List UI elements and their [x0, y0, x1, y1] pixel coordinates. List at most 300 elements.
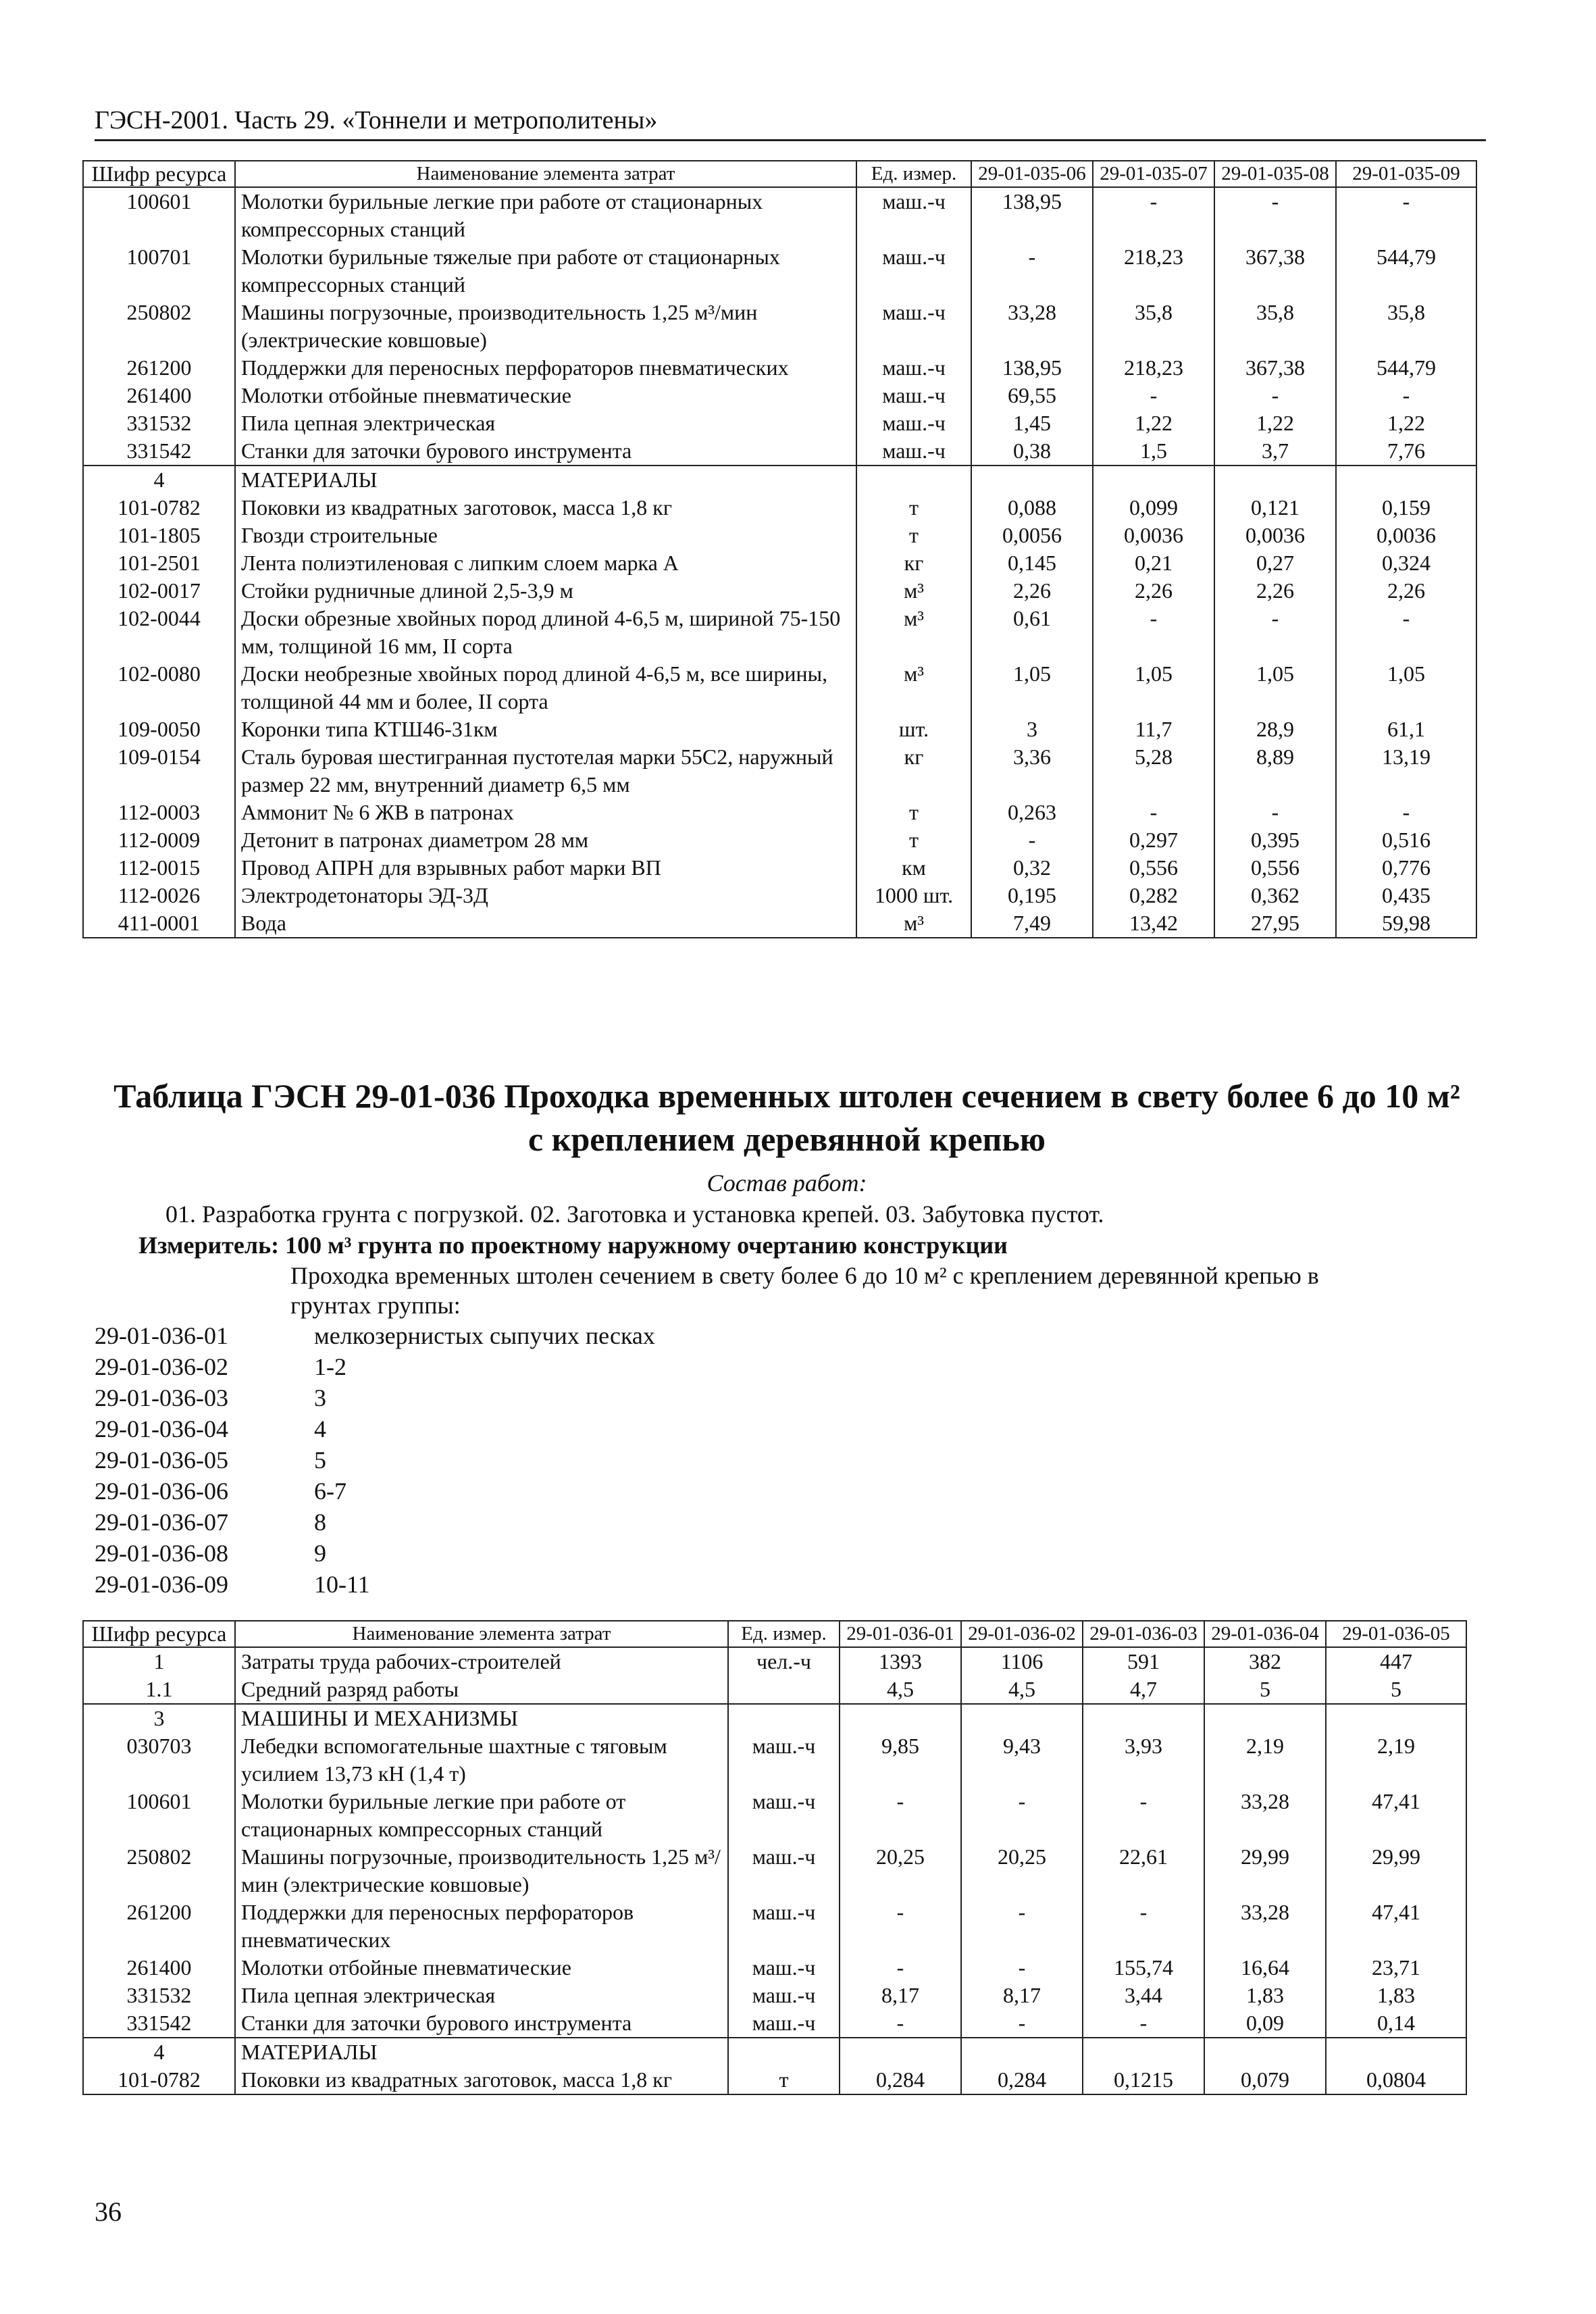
cell-unit: маш.-ч [728, 1982, 840, 2009]
cell-value: - [961, 1898, 1083, 1954]
cell-code: 100701 [83, 243, 235, 299]
cell-value: 0,556 [1093, 854, 1214, 882]
cell-value: 0,284 [961, 2066, 1083, 2094]
cell-value: - [840, 1898, 961, 1954]
section-row [83, 1704, 1466, 1732]
cell-value: 0,362 [1214, 882, 1336, 909]
cell-name: МАШИНЫ И МЕХАНИЗМЫ [235, 1704, 728, 1732]
cell-name: Молотки бурильные тяжелые при работе от стационарных компрессорных станций [235, 243, 856, 299]
table-title-line: Таблица ГЭСН 29-01-036 Проходка временных штолен сечением в свету более 6 до 10 м² [113, 1077, 1460, 1115]
norm-code: 29-01-036-09 [95, 1571, 228, 1598]
cell-unit: маш.-ч [856, 437, 971, 466]
cell-value: 1,22 [1336, 409, 1476, 437]
table-row [83, 826, 1476, 854]
cell-value: 138,95 [971, 354, 1093, 382]
cell-unit: кг [856, 743, 971, 799]
cell-value: 3,93 [1083, 1732, 1204, 1788]
cell-value: 138,95 [971, 187, 1093, 243]
cell-code: 250802 [83, 299, 235, 354]
cell-value: - [1214, 605, 1336, 660]
cell-value: 7,49 [971, 909, 1093, 938]
cell-value: 1,05 [971, 660, 1093, 715]
cell-unit [856, 466, 971, 494]
cell-value: 2,19 [1326, 1732, 1466, 1788]
norm-code-item [95, 1413, 655, 1444]
cell-value: 8,89 [1214, 743, 1336, 799]
cell-value: - [1093, 382, 1214, 409]
column-header-norm: 29-01-035-09 [1336, 161, 1476, 187]
cell-value [971, 466, 1093, 494]
cell-value: 8,17 [961, 1982, 1083, 2009]
cell-value: 1,83 [1204, 1982, 1326, 2009]
cell-value [1093, 466, 1214, 494]
cell-value: 1,05 [1093, 660, 1214, 715]
composition-label: Состав работ: [706, 1169, 867, 1197]
norm-code-label: 5 [314, 1447, 326, 1474]
intro-text: Проходка временных штолен сечением в свету более 6 до 10 м² с креплением деревянной крепью в грунтах группы: [290, 1262, 1319, 1319]
cell-name: Стойки рудничные длиной 2,5-3,9 м [235, 577, 856, 605]
cell-value: 0,27 [1214, 549, 1336, 577]
cell-value: 9,43 [961, 1732, 1083, 1788]
cell-value: - [961, 1954, 1083, 1982]
table-row [83, 854, 1476, 882]
cell-value: 33,28 [1204, 1788, 1326, 1843]
cell-value: 1,22 [1093, 409, 1214, 437]
cell-value: 1,45 [971, 409, 1093, 437]
table-row [83, 522, 1476, 549]
cell-value: 0,556 [1214, 854, 1336, 882]
cell-value: 35,8 [1336, 299, 1476, 354]
cell-name: Поддержки для переносных перфораторов пневматических [235, 1898, 728, 1954]
norm-code-item [95, 1444, 655, 1476]
cell-code: 331532 [83, 1982, 235, 2009]
cell-name: Молотки бурильные легкие при работе от стационарных компрессорных станций [235, 1788, 728, 1843]
cell-value: 0,435 [1336, 882, 1476, 909]
cell-value: 28,9 [1214, 715, 1336, 743]
cell-name: Станки для заточки бурового инструмента [235, 2009, 728, 2038]
column-header-name: Наименование элемента затрат [235, 161, 856, 187]
cell-unit: т [728, 2066, 840, 2094]
cell-value: 20,25 [840, 1843, 961, 1898]
cell-value [961, 2038, 1083, 2066]
cell-value: 7,76 [1336, 437, 1476, 466]
cell-name: Пила цепная электрическая [235, 1982, 728, 2009]
cell-value: 1393 [840, 1647, 961, 1676]
cell-name: Машины погрузочные, производительность 1,25 м³/мин (электрические ковшовые) [235, 1843, 728, 1898]
cell-value: 0,121 [1214, 494, 1336, 522]
cell-code: 331542 [83, 437, 235, 466]
cell-value: 0,395 [1214, 826, 1336, 854]
table-row [83, 2066, 1466, 2094]
cell-value: 0,516 [1336, 826, 1476, 854]
cell-value: 4,7 [1083, 1676, 1204, 1704]
cell-value: 0,099 [1093, 494, 1214, 522]
cell-value: 3,7 [1214, 437, 1336, 466]
cell-code: 261400 [83, 1954, 235, 1982]
cell-value: - [1214, 799, 1336, 826]
cell-value: 22,61 [1083, 1843, 1204, 1898]
cell-value: 0,0804 [1326, 2066, 1466, 2094]
cell-unit: маш.-ч [856, 187, 971, 243]
norm-code-item [95, 1476, 655, 1507]
cell-unit: м³ [856, 660, 971, 715]
cell-code: 102-0044 [83, 605, 235, 660]
table-row [83, 1843, 1466, 1898]
cell-value: 27,95 [1214, 909, 1336, 938]
table-row [83, 1982, 1466, 2009]
running-header: ГЭСН-2001. Часть 29. «Тоннели и метрополитены» [95, 105, 1486, 141]
cell-unit: маш.-ч [856, 382, 971, 409]
cell-unit: т [856, 494, 971, 522]
column-header-norm: 29-01-036-05 [1326, 1621, 1466, 1647]
cell-value: 5,28 [1093, 743, 1214, 799]
cell-value: 5 [1326, 1676, 1466, 1704]
cell-value: 4,5 [840, 1676, 961, 1704]
cell-unit: маш.-ч [728, 1788, 840, 1843]
cell-value: 47,41 [1326, 1898, 1466, 1954]
cell-value: - [1214, 382, 1336, 409]
cell-value: - [1336, 382, 1476, 409]
cell-value: 23,71 [1326, 1954, 1466, 1982]
cell-value: 0,159 [1336, 494, 1476, 522]
section-row [83, 2038, 1466, 2066]
cell-value: 1,22 [1214, 409, 1336, 437]
cell-value [1326, 2038, 1466, 2066]
cell-value: 13,19 [1336, 743, 1476, 799]
cell-value: 0,0036 [1214, 522, 1336, 549]
cell-name: Электродетонаторы ЭД-3Д [235, 882, 856, 909]
cell-name: Доски необрезные хвойных пород длиной 4-6,5 м, все ширины, толщиной 44 мм и более, II сорта [235, 660, 856, 715]
cell-value: 544,79 [1336, 354, 1476, 382]
cell-value: - [1083, 2009, 1204, 2038]
cell-value [961, 1704, 1083, 1732]
cell-value: - [840, 1954, 961, 1982]
cell-unit: кг [856, 549, 971, 577]
cell-value: 9,85 [840, 1732, 961, 1788]
norm-code-label: 8 [314, 1509, 326, 1536]
table-row [83, 577, 1476, 605]
cell-name: Аммонит № 6 ЖВ в патронах [235, 799, 856, 826]
cell-unit: маш.-ч [728, 1954, 840, 1982]
table-row [83, 382, 1476, 409]
table-row [83, 1788, 1466, 1843]
cell-name: Пила цепная электрическая [235, 409, 856, 437]
table-header-row [83, 1621, 1466, 1647]
composition-text: 01. Разработка грунта с погрузкой. 02. Заготовка и установка крепей. 03. Забутовка пустот. [165, 1201, 1104, 1228]
table-row [83, 799, 1476, 826]
norm-code: 29-01-036-01 [95, 1322, 228, 1349]
table-row [83, 605, 1476, 660]
table-row [83, 2009, 1466, 2038]
table-row [83, 1898, 1466, 1954]
cell-code: 101-0782 [83, 494, 235, 522]
table-row [83, 1647, 1466, 1676]
cell-unit: м³ [856, 577, 971, 605]
table-header-row [83, 161, 1476, 187]
cell-code: 1 [83, 1647, 235, 1676]
column-header-norm: 29-01-036-03 [1083, 1621, 1204, 1647]
page-number: 36 [95, 2196, 122, 2227]
cell-code: 112-0015 [83, 854, 235, 882]
cell-value [1204, 1704, 1326, 1732]
table-row [83, 743, 1476, 799]
cell-value: - [1093, 605, 1214, 660]
cell-value: 2,26 [971, 577, 1093, 605]
table-title-line: с креплением деревянной крепью [528, 1120, 1046, 1158]
cell-value: 3 [971, 715, 1093, 743]
cell-code: 109-0050 [83, 715, 235, 743]
cell-value: 0,21 [1093, 549, 1214, 577]
cell-unit: м³ [856, 605, 971, 660]
cell-value: 29,99 [1204, 1843, 1326, 1898]
cell-value: - [1093, 799, 1214, 826]
cell-value: 0,284 [840, 2066, 961, 2094]
cell-code: 112-0003 [83, 799, 235, 826]
cell-value: 0,776 [1336, 854, 1476, 882]
cell-value: 1106 [961, 1647, 1083, 1676]
cell-value: 1,5 [1093, 437, 1214, 466]
norm-code: 29-01-036-05 [95, 1447, 228, 1474]
cell-value: 2,19 [1204, 1732, 1326, 1788]
column-header-norm: 29-01-036-02 [961, 1621, 1083, 1647]
cell-code: 112-0026 [83, 882, 235, 909]
table-row [83, 882, 1476, 909]
cell-code: 100601 [83, 187, 235, 243]
cell-value: 0,32 [971, 854, 1093, 882]
cell-name: Поддержки для переносных перфораторов пневматических [235, 354, 856, 382]
cell-value: 1,05 [1336, 660, 1476, 715]
cell-value: - [840, 1788, 961, 1843]
section-row [83, 466, 1476, 494]
cell-value: 591 [1083, 1647, 1204, 1676]
cell-name: МАТЕРИАЛЫ [235, 466, 856, 494]
resource-table-035 [82, 160, 1477, 938]
norm-code: 29-01-036-04 [95, 1415, 228, 1442]
cell-value: 2,26 [1214, 577, 1336, 605]
cell-value: 4,5 [961, 1676, 1083, 1704]
column-header-norm: 29-01-036-01 [840, 1621, 961, 1647]
column-header-name: Наименование элемента затрат [235, 1621, 728, 1647]
cell-name: Лента полиэтиленовая с липким слоем марка А [235, 549, 856, 577]
cell-unit [728, 1676, 840, 1704]
cell-value: - [1093, 187, 1214, 243]
cell-code: 411-0001 [83, 909, 235, 938]
cell-value: - [1336, 799, 1476, 826]
cell-value: 0,1215 [1083, 2066, 1204, 2094]
cell-value: 0,297 [1093, 826, 1214, 854]
cell-value [1214, 466, 1336, 494]
cell-name: МАТЕРИАЛЫ [235, 2038, 728, 2066]
cell-value: 382 [1204, 1647, 1326, 1676]
cell-code: 4 [83, 466, 235, 494]
table-row [83, 437, 1476, 466]
cell-code: 331542 [83, 2009, 235, 2038]
cell-value: 0,38 [971, 437, 1093, 466]
cell-unit: т [856, 522, 971, 549]
cell-value: 16,64 [1204, 1954, 1326, 1982]
cell-value: 0,0036 [1093, 522, 1214, 549]
cell-unit [728, 2038, 840, 2066]
cell-value: 33,28 [971, 299, 1093, 354]
cell-name: Поковки из квадратных заготовок, масса 1,8 кг [235, 2066, 728, 2094]
cell-unit: шт. [856, 715, 971, 743]
table-row [83, 494, 1476, 522]
cell-value: 1,05 [1214, 660, 1336, 715]
table-row [83, 299, 1476, 354]
cell-value: - [961, 1788, 1083, 1843]
table-row [83, 909, 1476, 938]
cell-name: Молотки бурильные легкие при работе от стационарных компрессорных станций [235, 187, 856, 243]
cell-value: - [1336, 605, 1476, 660]
cell-code: 100601 [83, 1788, 235, 1843]
cell-value: 0,263 [971, 799, 1093, 826]
cell-value: 33,28 [1204, 1898, 1326, 1954]
norm-code: 29-01-036-06 [95, 1478, 228, 1505]
table-row [83, 409, 1476, 437]
norm-code-label: 4 [314, 1415, 326, 1442]
cell-name: Молотки отбойные пневматические [235, 1954, 728, 1982]
cell-name: Вода [235, 909, 856, 938]
cell-value: 0,61 [971, 605, 1093, 660]
cell-unit: маш.-ч [728, 1898, 840, 1954]
cell-value: 1,83 [1326, 1982, 1466, 2009]
column-header-norm: 29-01-035-08 [1214, 161, 1336, 187]
cell-code: 101-2501 [83, 549, 235, 577]
cell-code: 102-0080 [83, 660, 235, 715]
cell-code: 030703 [83, 1732, 235, 1788]
cell-value: - [1083, 1788, 1204, 1843]
norm-code-label: 3 [314, 1384, 326, 1411]
norm-code-label: мелкозернистых сыпучих песках [314, 1322, 655, 1349]
cell-name: Машины погрузочные, производительность 1,25 м³/мин (электрические ковшовые) [235, 299, 856, 354]
table-row [83, 354, 1476, 382]
cell-value: 61,1 [1336, 715, 1476, 743]
cell-value: 0,0056 [971, 522, 1093, 549]
cell-value: 35,8 [1093, 299, 1214, 354]
cell-value: 155,74 [1083, 1954, 1204, 1982]
cell-name: Детонит в патронах диаметром 28 мм [235, 826, 856, 854]
table-row [83, 1954, 1466, 1982]
cell-code: 1.1 [83, 1676, 235, 1704]
cell-value: 47,41 [1326, 1788, 1466, 1843]
norm-code-item [95, 1320, 655, 1351]
table-row [83, 1676, 1466, 1704]
cell-value: 2,26 [1093, 577, 1214, 605]
cell-name: Средний разряд работы [235, 1676, 728, 1704]
cell-name: Станки для заточки бурового инструмента [235, 437, 856, 466]
cell-value: 0,324 [1336, 549, 1476, 577]
norm-code: 29-01-036-08 [95, 1540, 228, 1567]
cell-value: 20,25 [961, 1843, 1083, 1898]
cell-code: 261200 [83, 354, 235, 382]
cell-value: - [840, 2009, 961, 2038]
norm-code: 29-01-036-07 [95, 1509, 228, 1536]
cell-name: Поковки из квадратных заготовок, масса 1,8 кг [235, 494, 856, 522]
norm-code-item [95, 1507, 655, 1538]
column-header-unit: Ед. измер. [728, 1621, 840, 1647]
cell-value: 69,55 [971, 382, 1093, 409]
cell-value [1204, 2038, 1326, 2066]
cell-value: - [1083, 1898, 1204, 1954]
cell-unit: маш.-ч [728, 1732, 840, 1788]
cell-unit: маш.-ч [728, 1843, 840, 1898]
cell-value: - [971, 826, 1093, 854]
cell-code: 112-0009 [83, 826, 235, 854]
cell-value: 29,99 [1326, 1843, 1466, 1898]
cell-unit: чел.-ч [728, 1647, 840, 1676]
cell-value: 8,17 [840, 1982, 961, 2009]
cell-code: 3 [83, 1704, 235, 1732]
cell-value: 0,079 [1204, 2066, 1326, 2094]
table-title [81, 1074, 1493, 1161]
cell-value: 0,195 [971, 882, 1093, 909]
cell-value: - [1214, 187, 1336, 243]
cell-unit: маш.-ч [856, 354, 971, 382]
cell-value: 218,23 [1093, 354, 1214, 382]
norm-code-label: 10-11 [314, 1571, 370, 1598]
cell-value: 367,38 [1214, 354, 1336, 382]
cell-unit: км [856, 854, 971, 882]
cell-value: 5 [1204, 1676, 1326, 1704]
table-row [83, 715, 1476, 743]
norm-code-label: 6-7 [314, 1478, 346, 1505]
table-row [83, 660, 1476, 715]
cell-value: 0,14 [1326, 2009, 1466, 2038]
cell-unit: 1000 шт. [856, 882, 971, 909]
cell-unit: маш.-ч [856, 243, 971, 299]
table-row [83, 243, 1476, 299]
cell-code: 331532 [83, 409, 235, 437]
cell-value: - [971, 243, 1093, 299]
cell-value: 0,145 [971, 549, 1093, 577]
cell-code: 101-1805 [83, 522, 235, 549]
cell-name: Молотки отбойные пневматические [235, 382, 856, 409]
cell-unit: маш.-ч [728, 2009, 840, 2038]
cell-value: - [961, 2009, 1083, 2038]
cell-value: 367,38 [1214, 243, 1336, 299]
cell-value: 13,42 [1093, 909, 1214, 938]
column-header-norm: 29-01-035-06 [971, 161, 1093, 187]
cell-value [840, 1704, 961, 1732]
cell-unit: маш.-ч [856, 299, 971, 354]
cell-name: Лебедки вспомогательные шахтные с тяговым усилием 13,73 кН (1,4 т) [235, 1732, 728, 1788]
cell-code: 261200 [83, 1898, 235, 1954]
cell-unit: м³ [856, 909, 971, 938]
cell-value [1336, 466, 1476, 494]
cell-value [1326, 1704, 1466, 1732]
column-header-code: Шифр ресурса [83, 1621, 235, 1647]
cell-code: 250802 [83, 1843, 235, 1898]
norm-code: 29-01-036-03 [95, 1384, 228, 1411]
norm-code-item [95, 1382, 655, 1413]
norm-code-label: 9 [314, 1540, 326, 1567]
cell-unit: т [856, 799, 971, 826]
resource-table-036 [82, 1620, 1467, 2095]
cell-value: 218,23 [1093, 243, 1214, 299]
cell-value: 0,09 [1204, 2009, 1326, 2038]
cell-value: - [1336, 187, 1476, 243]
measurer-text: Измеритель: 100 м³ грунта по проектному наружному очертанию конструкции [138, 1232, 1008, 1259]
cell-name: Коронки типа КТШ46-31км [235, 715, 856, 743]
cell-value: 2,26 [1336, 577, 1476, 605]
table-row [83, 1732, 1466, 1788]
cell-value: 35,8 [1214, 299, 1336, 354]
cell-value: 0,282 [1093, 882, 1214, 909]
cell-value: 11,7 [1093, 715, 1214, 743]
column-header-code: Шифр ресурса [83, 161, 235, 187]
cell-name: Доски обрезные хвойных пород длиной 4-6,5 м, шириной 75-150 мм, толщиной 16 мм, II сорта [235, 605, 856, 660]
cell-name: Провод АПРН для взрывных работ марки ВП [235, 854, 856, 882]
